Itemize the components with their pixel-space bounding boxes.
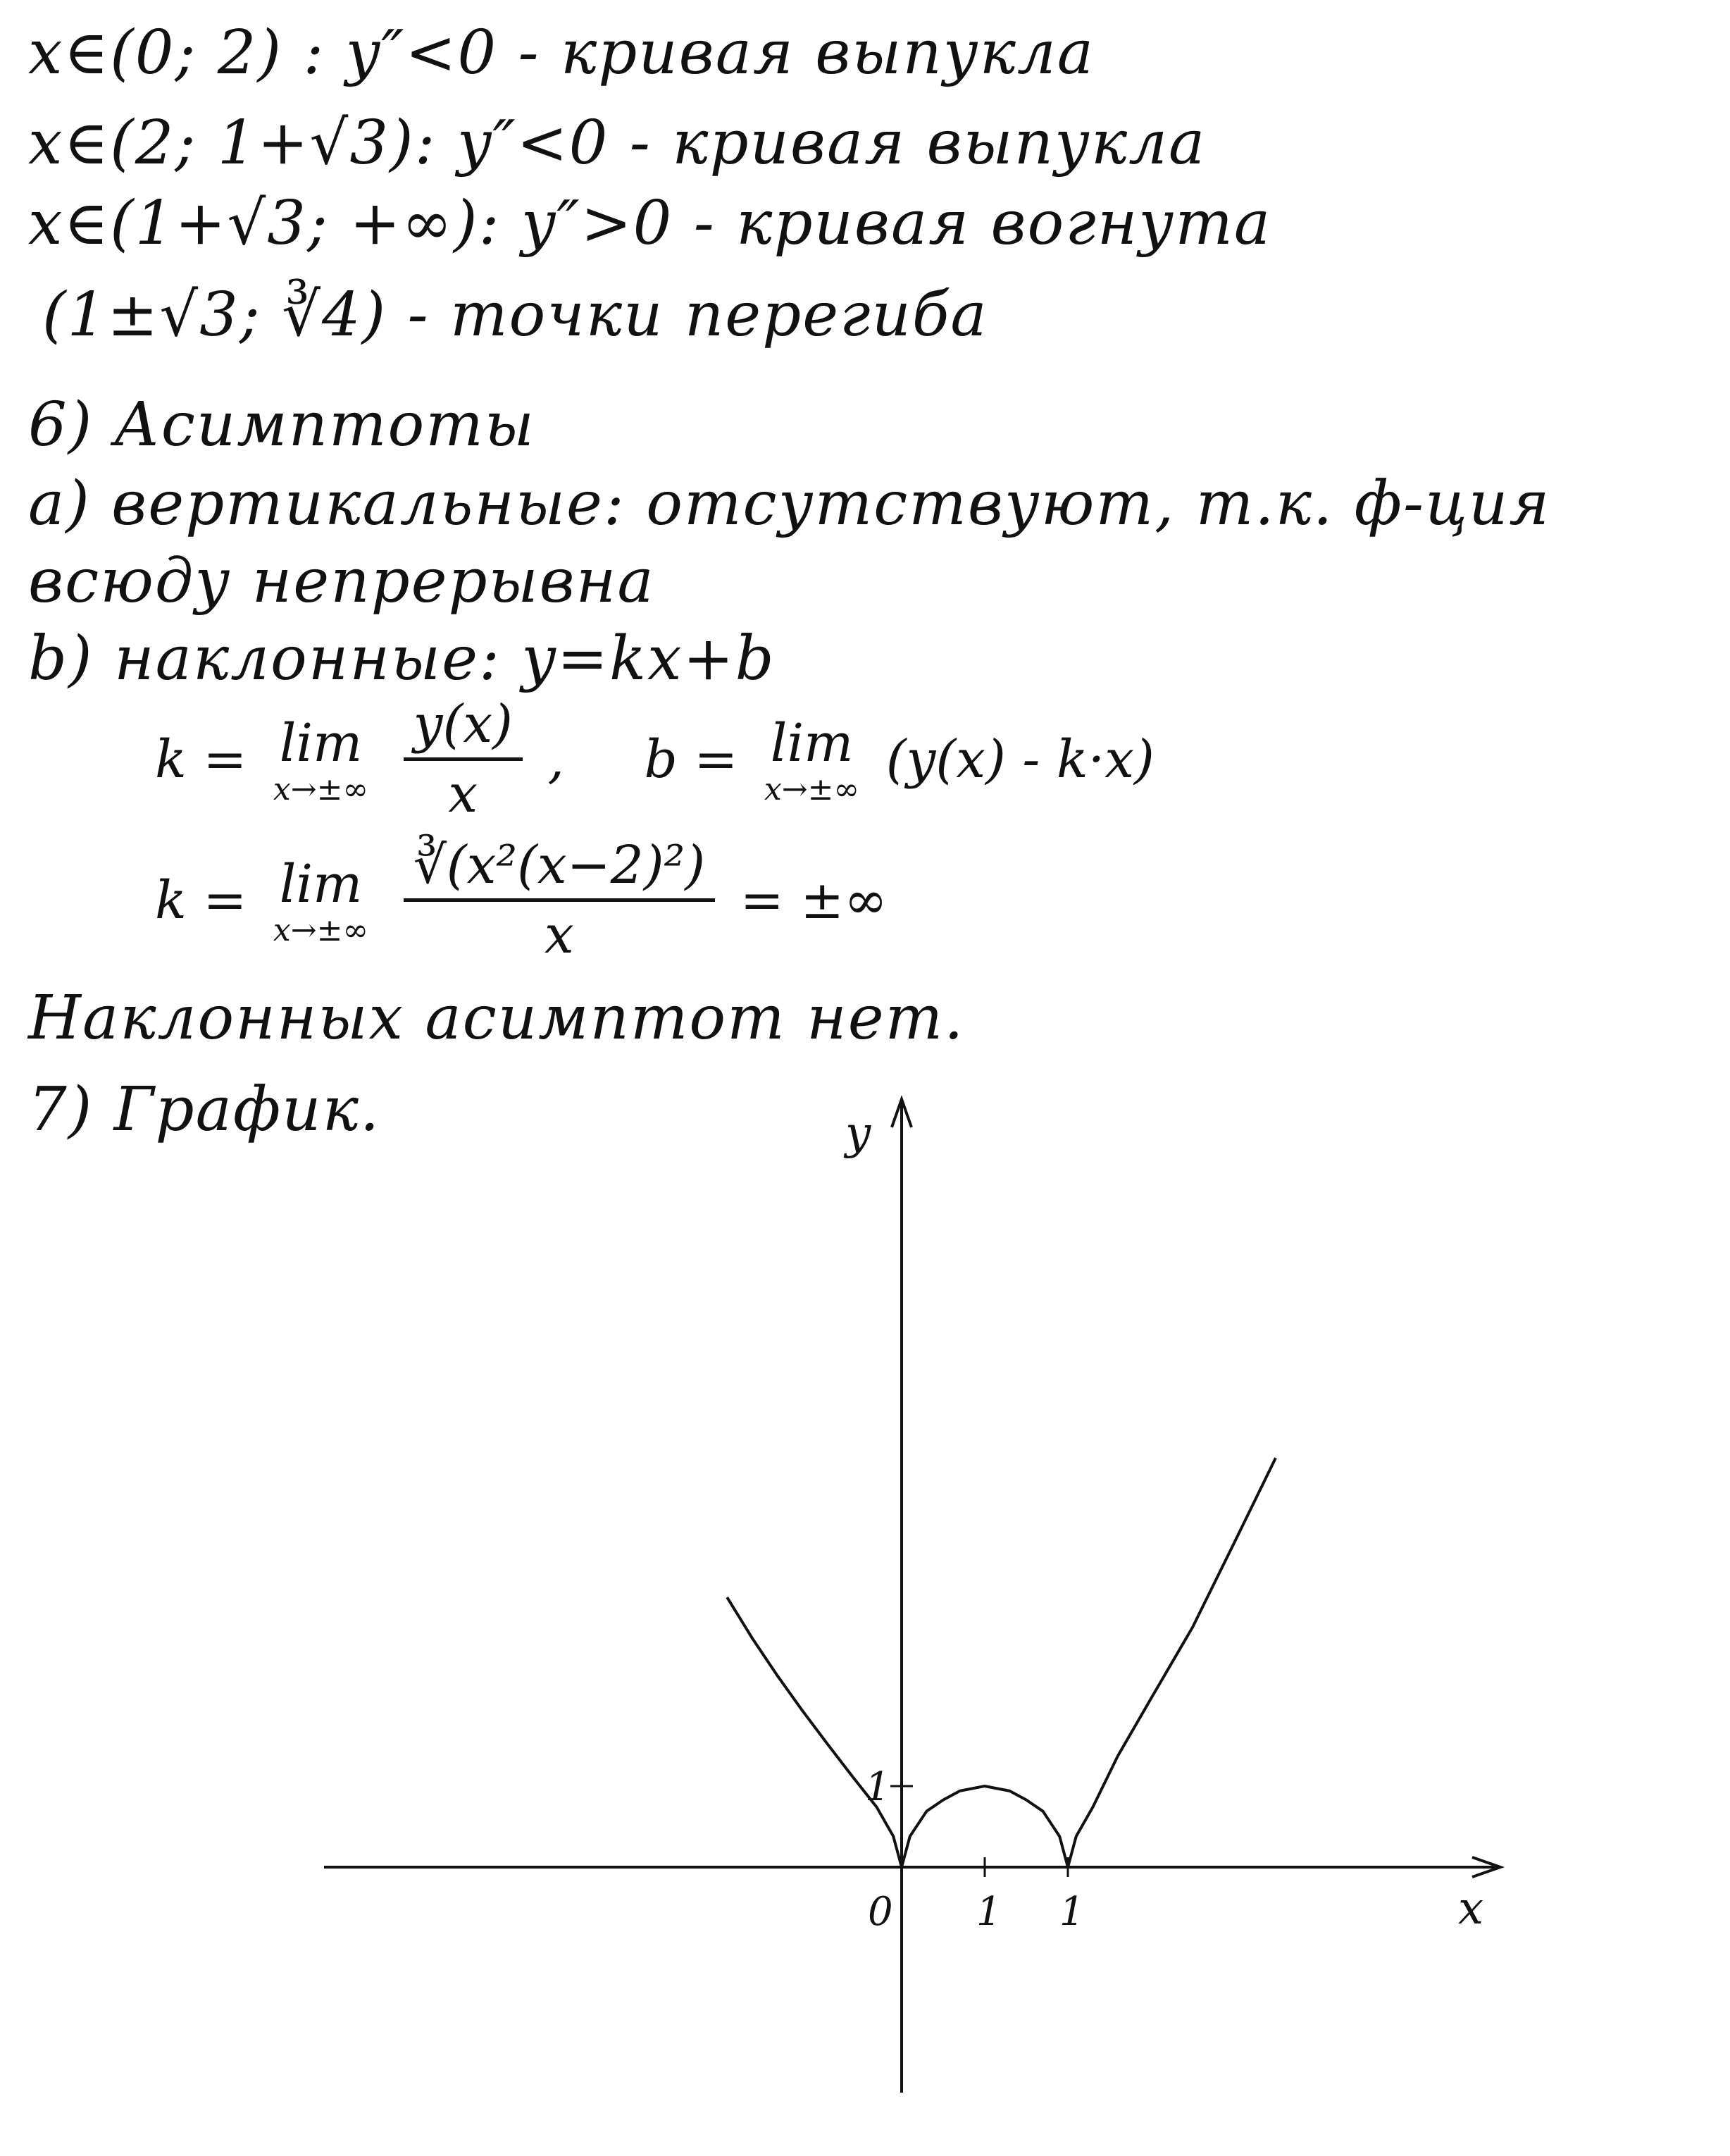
x-tick-label: 1 bbox=[1059, 1889, 1085, 1935]
convexity-interval-1: x∈(0; 2) : y″<0 - кривая выпукла bbox=[28, 18, 1095, 88]
asymptotes-heading: 6) Асимптоты bbox=[28, 390, 535, 460]
b-def-lim-sub: x→±∞ bbox=[764, 771, 860, 807]
convexity-interval-3: x∈(1+√3; +∞): y″>0 - кривая вогнута bbox=[28, 188, 1272, 259]
axes bbox=[324, 1099, 1500, 2093]
k-calc-numerator: ∛(x²(x−2)²) bbox=[404, 835, 716, 902]
k-def-numerator: y(x) bbox=[404, 694, 523, 761]
inflection-points: (1±√3; ∛4) - точки перегиба bbox=[42, 280, 988, 350]
k-def-lim-word: lim bbox=[279, 712, 363, 774]
vertical-asymptotes-line: a) вертикальные: отсутствуют, т.к. ф-ция bbox=[28, 469, 1551, 539]
k-calc-lim-word: lim bbox=[279, 853, 363, 915]
b-def-lim-word: lim bbox=[770, 712, 854, 774]
k-calc-lhs: k = bbox=[155, 869, 247, 931]
no-oblique-asymptotes: Наклонных асимптот нет. bbox=[28, 983, 965, 1053]
y-axis-label: y bbox=[845, 1108, 871, 1160]
x-axis-label: x bbox=[1458, 1883, 1484, 1935]
k-calc-lim-sub: x→±∞ bbox=[273, 912, 369, 948]
k-calc-result: = ±∞ bbox=[740, 869, 888, 931]
b-def-expression: (y(x) - k·x) bbox=[885, 729, 1155, 790]
graph-heading: 7) График. bbox=[28, 1074, 381, 1145]
k-calc-denominator: x bbox=[544, 905, 574, 965]
continuity-line: всюду непрерывна bbox=[28, 546, 655, 617]
x-tick-label: 0 bbox=[868, 1889, 893, 1935]
y-tick-label: 1 bbox=[865, 1764, 890, 1810]
convexity-interval-2: x∈(2; 1+√3): y″<0 - кривая выпукла bbox=[28, 108, 1207, 178]
k-def-lhs: k = bbox=[155, 729, 247, 790]
b-def-lhs: b = bbox=[644, 729, 738, 790]
k-def-lim-sub: x→±∞ bbox=[273, 771, 369, 807]
k-def-tail: , bbox=[547, 729, 564, 790]
curve-layer bbox=[727, 1458, 1276, 1867]
x-tick-label: 1 bbox=[976, 1889, 1002, 1935]
k-def-denominator: x bbox=[448, 764, 478, 824]
oblique-asymptotes-line: b) наклонные: y=kx+b bbox=[28, 624, 776, 694]
function-curve bbox=[727, 1458, 1276, 1867]
